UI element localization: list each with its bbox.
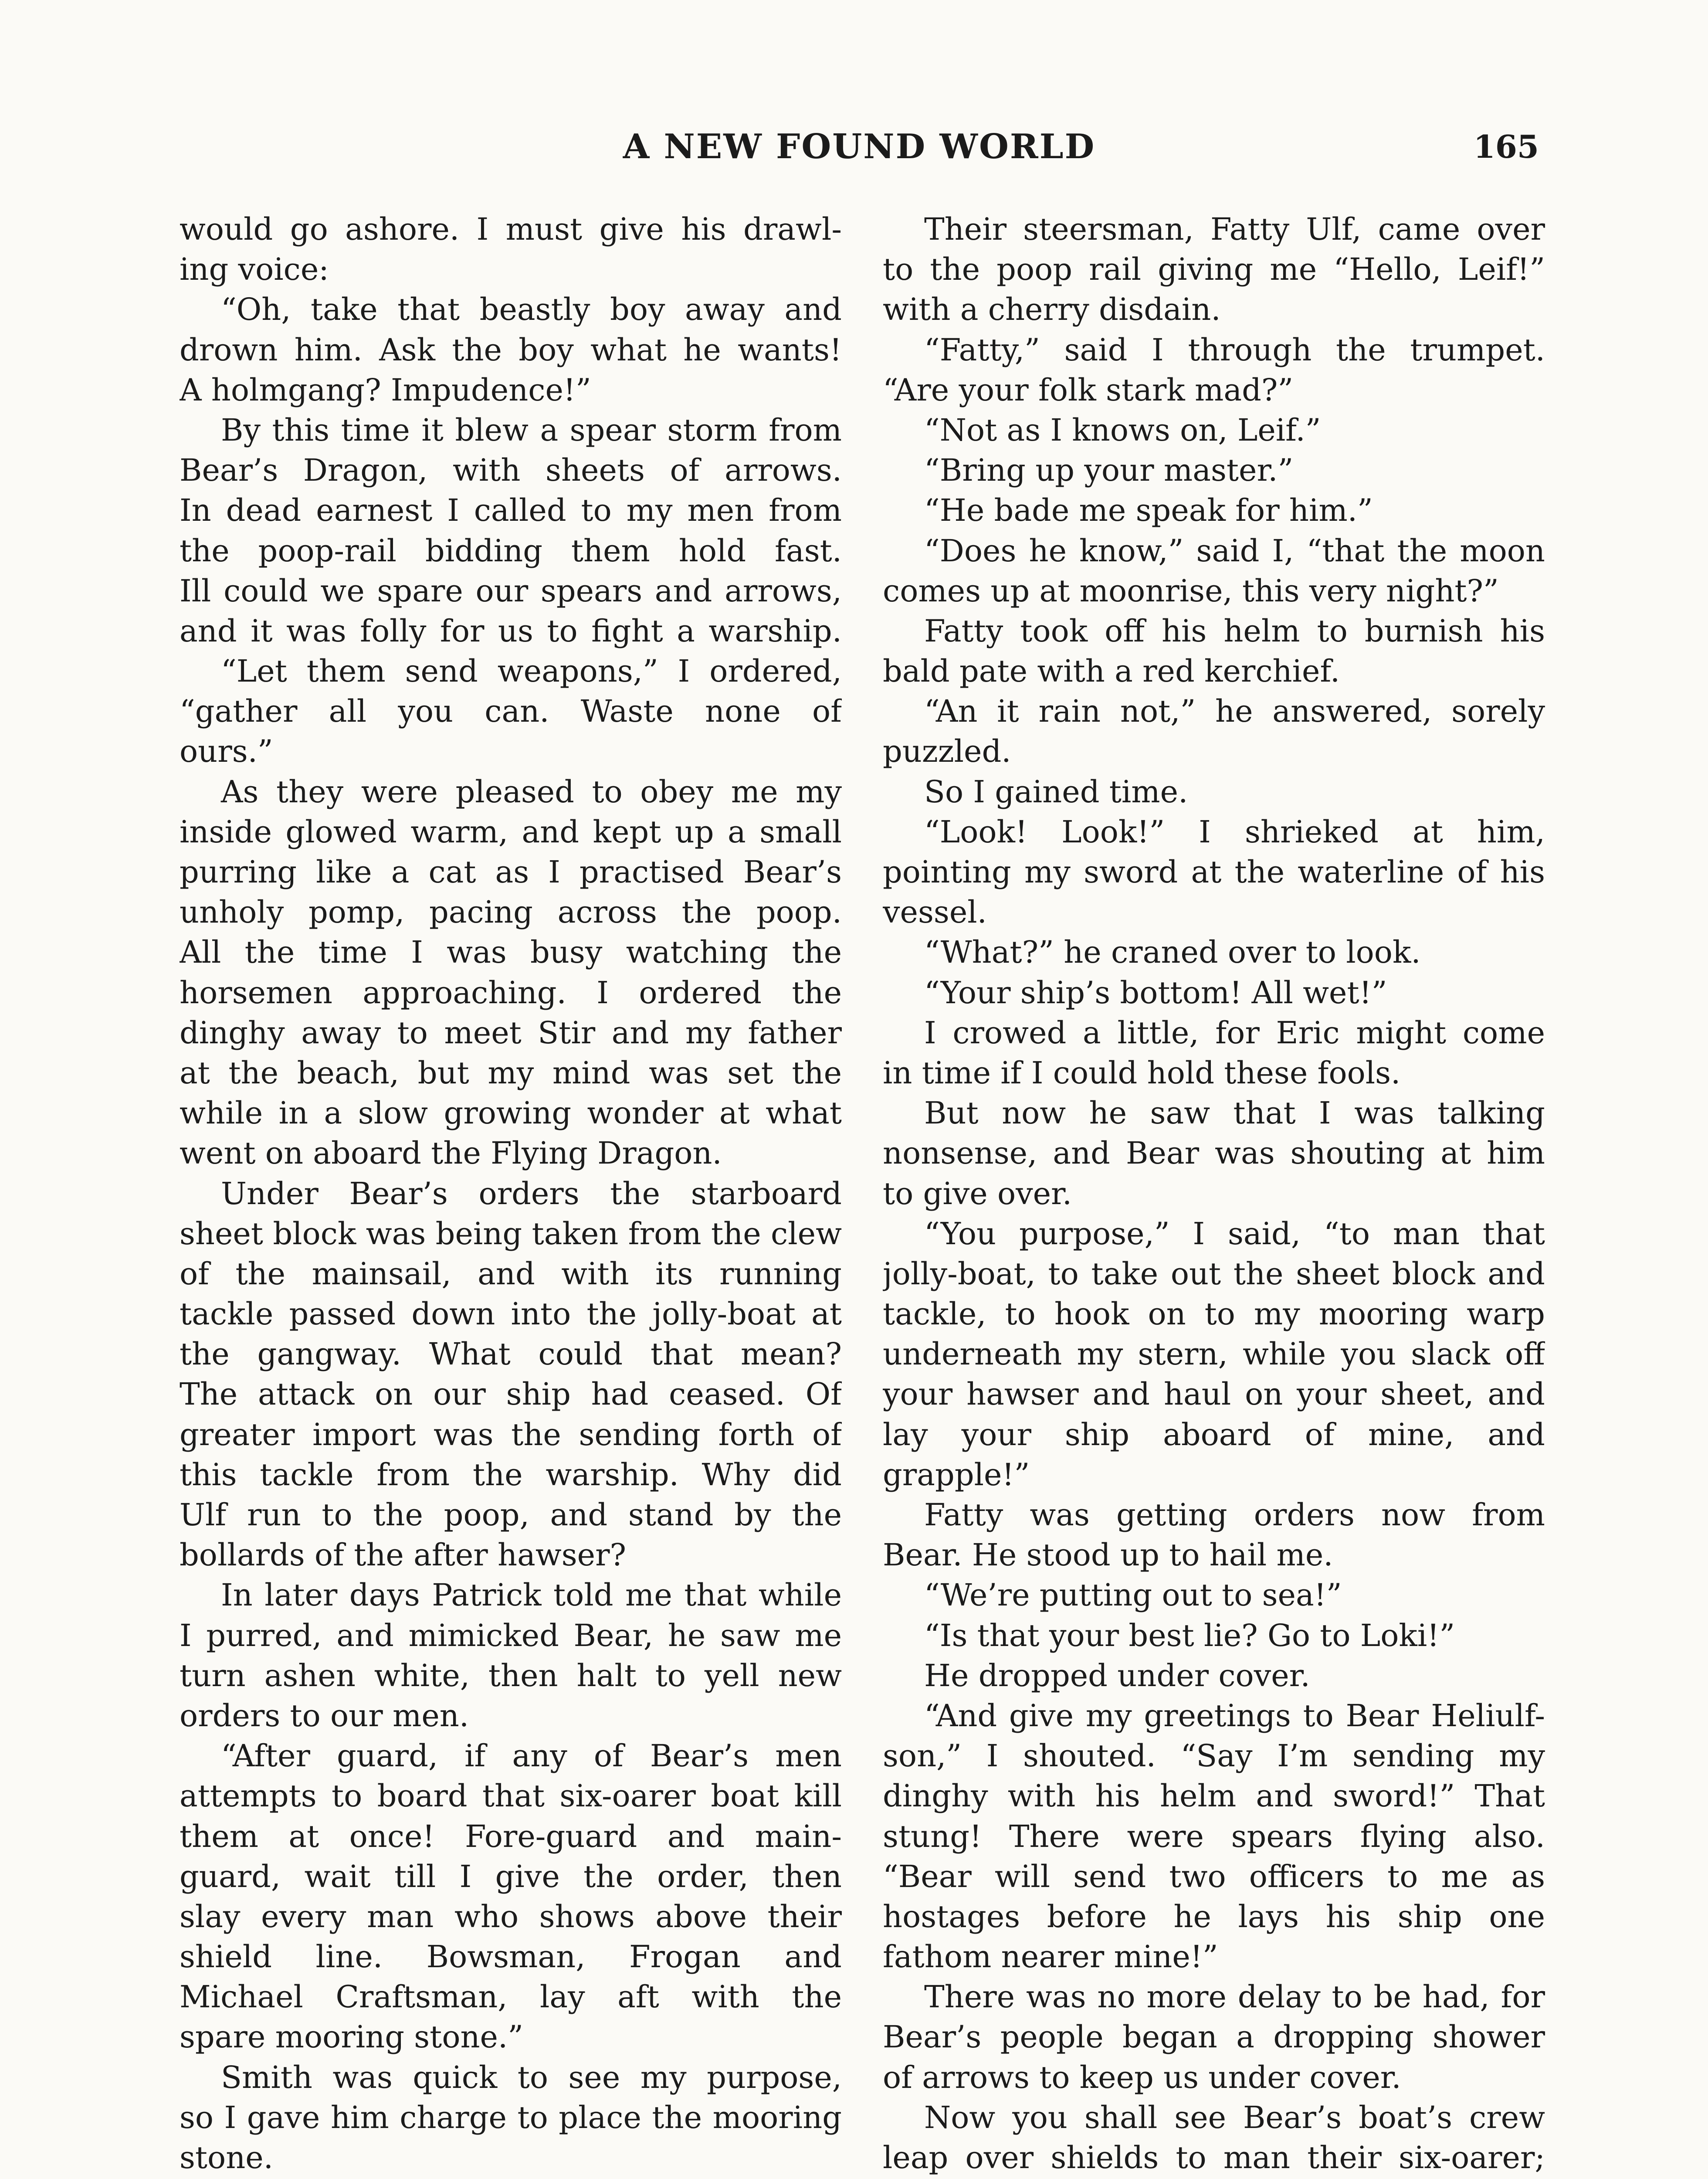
text-line: so I gave him charge to place the mooring — [180, 2099, 842, 2135]
text-line: “Does he know,” said I, “that the moon — [924, 533, 1545, 569]
text-line: dinghy with his helm and sword!” That — [883, 1778, 1545, 1814]
left-text-column — [180, 209, 842, 2179]
text-line: went on aboard the Flying Dragon. — [180, 1135, 722, 1171]
text-line: leap over shields to man their six-oarer; — [883, 2140, 1545, 2176]
text-line: “He bade me speak for him.” — [924, 492, 1373, 529]
text-line: at the beach, but my mind was set the — [180, 1055, 842, 1091]
text-line: while in a slow growing wonder at what — [180, 1095, 842, 1131]
text-line: bald pate with a red kerchief. — [883, 653, 1340, 689]
text-line: “Bear will send two officers to me as — [883, 1858, 1545, 1894]
text-line: I purred, and mimicked Bear, he saw me — [180, 1617, 842, 1653]
text-line: stung! There were spears flying also. — [883, 1818, 1545, 1854]
text-line: “We’re putting out to sea!” — [924, 1577, 1342, 1613]
text-line: tackle passed down into the jolly-boat at — [180, 1296, 842, 1332]
text-line: “gather all you can. Waste none of — [180, 693, 842, 730]
right-text-column — [883, 209, 1545, 2179]
text-line: and it was folly for us to fight a warship. — [180, 613, 842, 649]
text-line: bollards of the after hawser? — [180, 1537, 627, 1573]
text-line: shield line. Bowsman, Frogan and — [180, 1939, 842, 1975]
text-line: Bear. He stood up to hail me. — [883, 1537, 1333, 1573]
text-line: dinghy away to meet Stir and my father — [180, 1015, 842, 1051]
text-line: The attack on our ship had ceased. Of — [180, 1376, 842, 1412]
text-line: “What?” he craned over to look. — [924, 934, 1421, 971]
text-line: purring like a cat as I practised Bear’s — [180, 854, 842, 890]
text-line: orders to our men. — [180, 1697, 469, 1734]
text-line: ours.” — [180, 733, 273, 770]
text-line: Fatty took off his helm to burnish his — [924, 613, 1545, 649]
text-line: Smith was quick to see my purpose, — [221, 2059, 842, 2095]
text-line: comes up at moonrise, this very night?” — [883, 573, 1499, 609]
text-line: tackle, to hook on to my mooring warp — [883, 1296, 1545, 1332]
text-line: In later days Patrick told me that while — [221, 1577, 842, 1613]
text-line: underneath my stern, while you slack off — [883, 1336, 1545, 1372]
text-line: son,” I shouted. “Say I’m sending my — [883, 1738, 1545, 1774]
text-line: In dead earnest I called to my men from — [180, 492, 842, 529]
text-line: Under Bear’s orders the starboard — [221, 1175, 842, 1212]
text-line: attempts to board that six-oarer boat kill — [180, 1778, 842, 1814]
text-line: “Fatty,” said I through the trumpet. — [924, 332, 1545, 368]
text-line: “Not as I knows on, Leif.” — [924, 412, 1321, 448]
text-line: to give over. — [883, 1175, 1072, 1212]
text-line: A holmgang? Impudence!” — [180, 372, 591, 408]
text-line: horsemen approaching. I ordered the — [180, 974, 842, 1011]
text-line: Now you shall see Bear’s boat’s crew — [924, 2099, 1545, 2135]
text-line: I crowed a little, for Eric might come — [924, 1015, 1545, 1051]
text-line: “An it rain not,” he answered, sorely — [924, 693, 1545, 730]
text-line: to the poop rail giving me “Hello, Leif!” — [883, 251, 1545, 288]
text-line: turn ashen white, then halt to yell new — [180, 1657, 842, 1694]
text-line: Ill could we spare our spears and arrows, — [180, 573, 842, 609]
text-line: Bear’s people began a dropping shower — [883, 2019, 1545, 2055]
text-line: this tackle from the warship. Why did — [180, 1456, 842, 1493]
page-number: 165 — [1473, 128, 1539, 165]
text-line: sheet block was being taken from the clew — [180, 1215, 842, 1252]
running-title: A NEW FOUND WORLD — [623, 127, 1096, 166]
text-line: So I gained time. — [924, 774, 1188, 810]
text-line: hostages before he lays his ship one — [883, 1898, 1545, 1935]
text-line: “You purpose,” I said, “to man that — [924, 1215, 1545, 1252]
text-line: But now he saw that I was talking — [924, 1095, 1545, 1131]
page-header — [180, 123, 1539, 171]
text-line: nonsense, and Bear was shouting at him — [883, 1135, 1545, 1171]
text-line: the gangway. What could that mean? — [180, 1336, 842, 1372]
text-line: “Are your folk stark mad?” — [883, 372, 1294, 408]
text-line: of the mainsail, and with its running — [180, 1256, 842, 1292]
text-line: “Look! Look!” I shrieked at him, — [924, 814, 1545, 850]
text-line: in time if I could hold these fools. — [883, 1055, 1401, 1091]
text-line: There was no more delay to be had, for — [924, 1979, 1545, 2015]
text-line: “Is that your best lie? Go to Loki!” — [924, 1617, 1455, 1653]
text-line: fathom nearer mine!” — [883, 1939, 1218, 1975]
text-line: unholy pomp, pacing across the poop. — [180, 894, 842, 930]
text-line: Fatty was getting orders now from — [924, 1497, 1545, 1533]
text-line: Bear’s Dragon, with sheets of arrows. — [180, 452, 842, 489]
text-line: All the time I was busy watching the — [180, 934, 842, 971]
text-line: your hawser and haul on your sheet, and — [883, 1376, 1545, 1412]
text-line: As they were pleased to obey me my — [221, 774, 842, 810]
text-line: Michael Craftsman, lay aft with the — [180, 1979, 842, 2015]
text-line: grapple!” — [883, 1456, 1030, 1493]
text-line: By this time it blew a spear storm from — [221, 412, 842, 448]
text-line: lay your ship aboard of mine, and — [883, 1416, 1545, 1453]
text-line: “After guard, if any of Bear’s men — [221, 1738, 842, 1774]
text-line: ing voice: — [180, 251, 329, 288]
text-line: greater import was the sending forth of — [180, 1416, 842, 1453]
text-line: would go ashore. I must give his drawl- — [180, 211, 842, 247]
text-line: drown him. Ask the boy what he wants! — [180, 332, 842, 368]
text-line: “And give my greetings to Bear Heliulf- — [924, 1697, 1545, 1734]
text-line: “Let them send weapons,” I ordered, — [221, 653, 842, 689]
text-line: inside glowed warm, and kept up a small — [180, 814, 842, 850]
text-line: Their steersman, Fatty Ulf, came over — [924, 211, 1545, 247]
text-line: with a cherry disdain. — [883, 292, 1221, 328]
text-line: pointing my sword at the waterline of his — [883, 854, 1545, 890]
text-line: jolly-boat, to take out the sheet block and — [883, 1256, 1545, 1292]
text-line: of arrows to keep us under cover. — [883, 2059, 1401, 2095]
text-line: them at once! Fore-guard and main- — [180, 1818, 842, 1854]
text-line: the poop-rail bidding them hold fast. — [180, 533, 842, 569]
text-line: He dropped under cover. — [924, 1657, 1310, 1694]
text-line: vessel. — [883, 894, 987, 930]
text-line: “Your ship’s bottom! All wet!” — [924, 974, 1387, 1011]
text-line: stone. — [180, 2140, 273, 2176]
text-line: guard, wait till I give the order, then — [180, 1858, 842, 1894]
text-line: puzzled. — [883, 733, 1011, 770]
text-line: spare mooring stone.” — [180, 2019, 524, 2055]
text-line: slay every man who shows above their — [180, 1898, 842, 1935]
text-line: Ulf run to the poop, and stand by the — [180, 1497, 842, 1533]
text-line: “Oh, take that beastly boy away and — [221, 292, 842, 328]
text-line: “Bring up your master.” — [924, 452, 1294, 489]
